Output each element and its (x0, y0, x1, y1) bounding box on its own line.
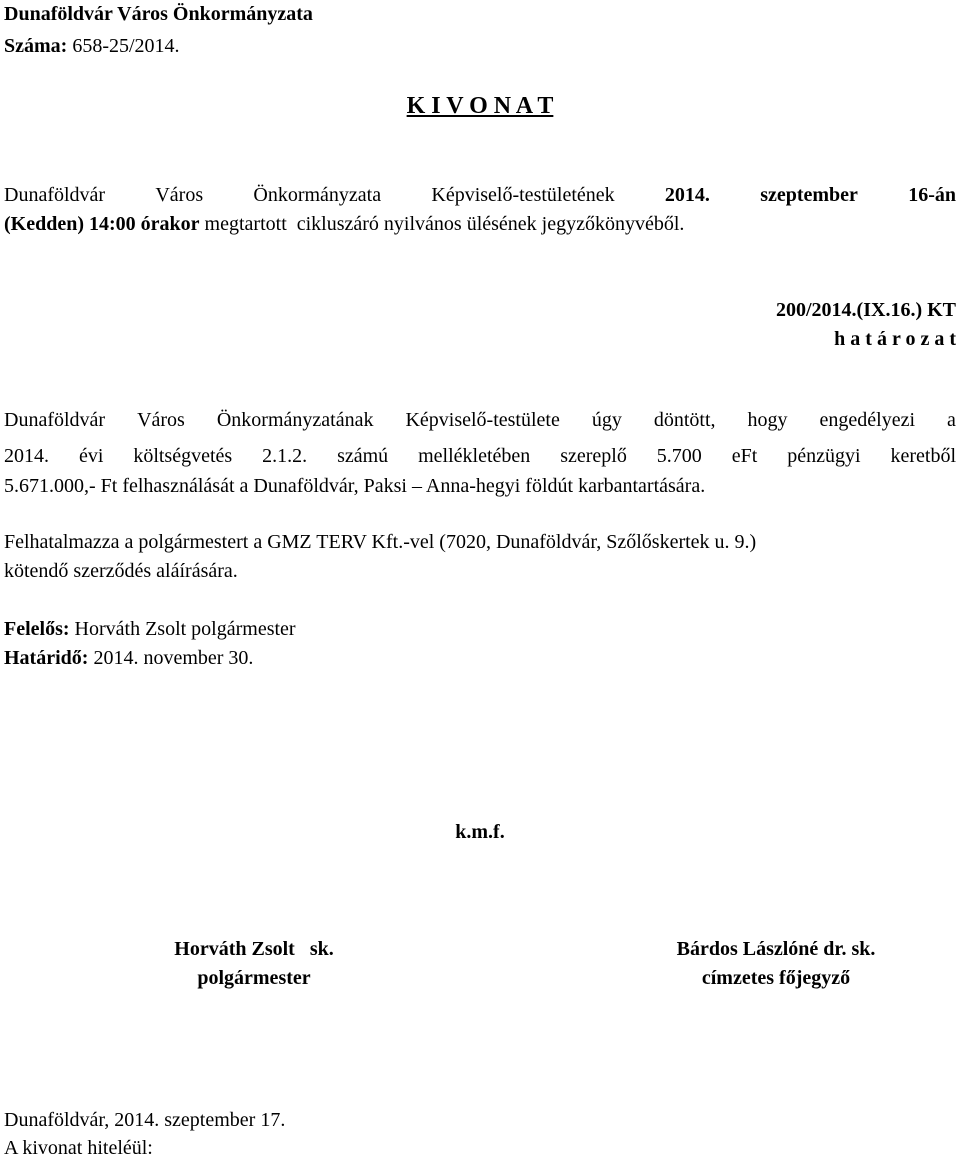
number-label: Száma: (4, 35, 68, 57)
responsible-line: Felelős: Horváth Zsolt polgármester (4, 618, 296, 640)
resolution-number: 200/2014.(IX.16.) KT (776, 299, 956, 321)
authorization-line-2: kötendő szerződés aláírására. (4, 560, 238, 582)
resolution-label: h a t á r o z a t (834, 328, 956, 350)
intro-line-2: (Kedden) 14:00 órakor megtartott cikluszáró nyilvános ülésének jegyzőkönyvéből. (4, 213, 685, 235)
kmf-mark: k.m.f. (455, 821, 505, 843)
signature-left-title: polgármester (197, 967, 311, 989)
place-date: Dunaföldvár, 2014. szeptember 17. (4, 1109, 286, 1131)
document-number (4, 34, 180, 58)
signature-right-title: címzetes főjegyző (701, 967, 851, 989)
document-title: K I V O N A T (406, 93, 554, 119)
deadline-line: Határidő: 2014. november 30. (4, 647, 254, 669)
signature-left-name: Horváth Zsolt sk. (174, 938, 334, 960)
intro-line-1: Dunaföldvár Város Önkormányzata Képviselő-testületének 2014. szeptember 16-án (4, 184, 956, 206)
certified-label: A kivonat hiteléül: (4, 1137, 153, 1159)
authorization-line-1: Felhatalmazza a polgármestert a GMZ TERV Kft.-vel (7020, Dunaföldvár, Szőlőskertek u. 9.) (4, 531, 757, 553)
body-line-1: Dunaföldvár Város Önkormányzatának Képviselő-testülete úgy döntött, hogy engedélyezi a (4, 409, 956, 431)
number-value: 658-25/2014. (72, 35, 180, 57)
body-line-2: 2014. évi költségvetés 2.1.2. számú mellékletében szereplő 5.700 eFt pénzügyi keretből (4, 445, 956, 467)
org-name: Dunaföldvár Város Önkormányzata (4, 3, 313, 25)
signature-right-name: Bárdos Lászlóné dr. sk. (676, 938, 876, 960)
document-page (4, 0, 956, 1162)
body-line-3: 5.671.000,- Ft felhasználását a Dunaföldvár, Paksi – Anna-hegyi földút karbantartására. (4, 475, 706, 497)
